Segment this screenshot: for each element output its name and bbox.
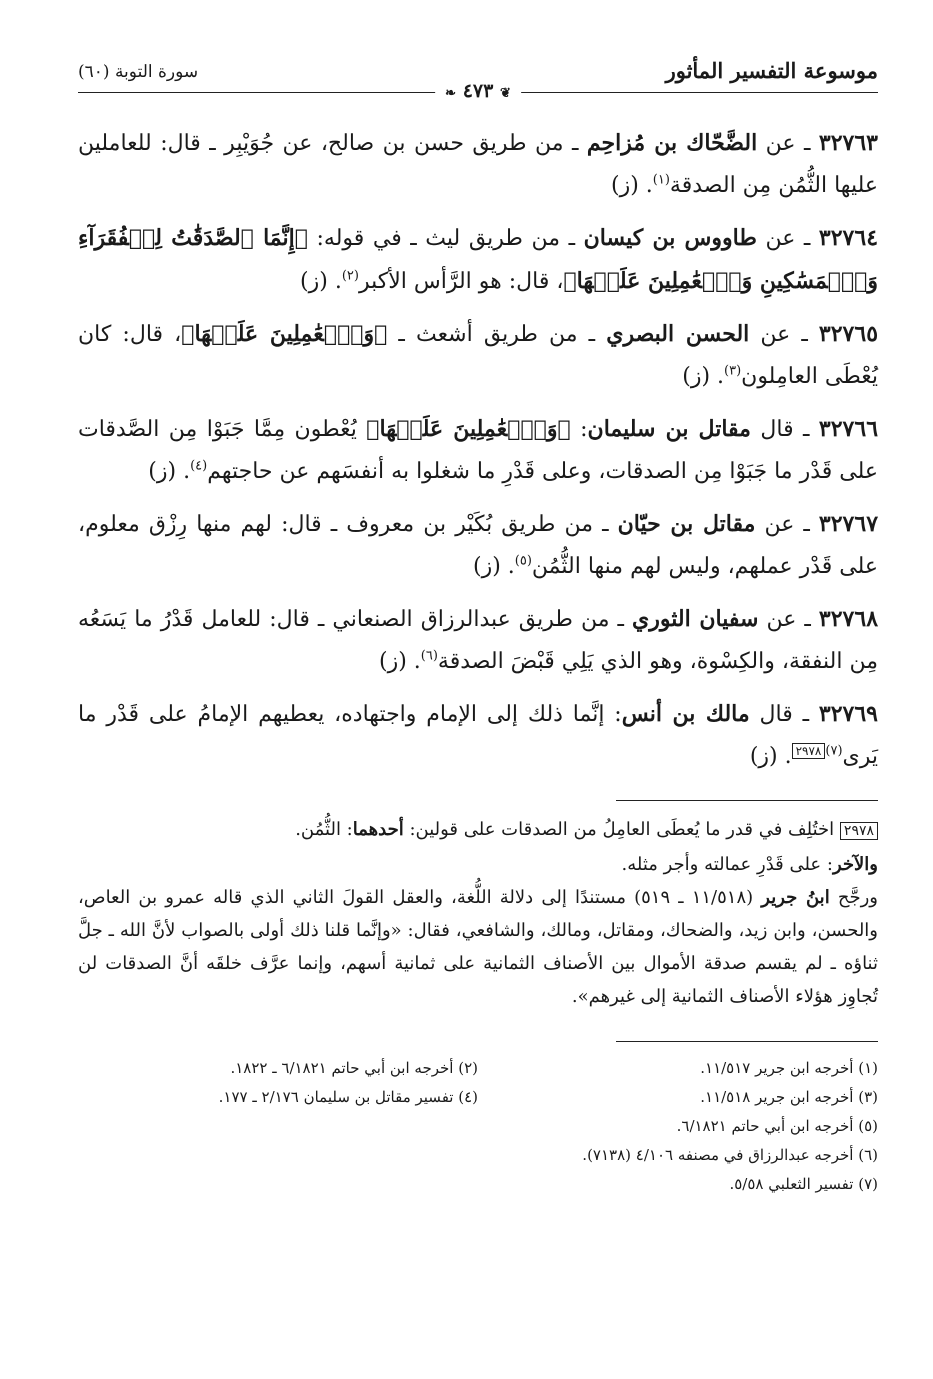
narration-entry (78, 503, 878, 588)
footnote: (٧) تفسير الثعلبي ٥/٥٨. (729, 1175, 878, 1193)
footnote: (٦) أخرجه عبدالرزاق في مصنفه ٤/١٠٦ (٧١٣٨). (582, 1146, 878, 1164)
surah-label: سورة التوبة (٦٠) (78, 62, 199, 82)
narration-entry (78, 598, 878, 683)
entry-lead: ـ عن (764, 512, 810, 537)
entry-text: ـ من طريق عبدالرزاق الصنعاني ـ قال: للعامل قَدْرُ ما يَسَعُه مِن النفقة، والكِسْوة، وهو الذي يَلِي قَبْضَ الصدقة (78, 607, 878, 674)
narrator-name: مقاتل بن سليمان (587, 416, 751, 442)
footnote: (٣) أخرجه ابن جرير ١١/٥١٨. (700, 1088, 878, 1106)
commentary-text: ورجَّح (837, 887, 878, 908)
entry-lead: ـ قال (760, 417, 810, 442)
entry-number: ٣٢٧٦٧ (818, 511, 879, 537)
entry-text: ـ من طريق حسن بن صالح، عن جُوَيْبِر ـ قال: للعاملين عليها الثُّمُن مِن الصدقة (78, 131, 878, 198)
commentary-bold: والآخر (832, 854, 878, 875)
footnote-ref[interactable]: (٢) (341, 268, 359, 284)
narrator-name: الحسن البصري (606, 321, 750, 347)
footnote-ref[interactable]: (٤) (190, 458, 208, 474)
entry-lead: ـ عن (760, 322, 808, 347)
entry-tail: . (ز) (300, 269, 342, 294)
page-number-group (435, 80, 521, 102)
ornament-right-icon: ❦ (499, 86, 511, 101)
footnote-ref[interactable]: (١) (652, 172, 670, 188)
narration-entry (78, 217, 878, 303)
entry-tail: . (ز) (472, 554, 515, 579)
footnotes-separator (616, 1041, 878, 1042)
ornament-left-icon: ❧ (445, 86, 457, 101)
footnote-ref[interactable]: (٥) (514, 553, 532, 569)
entry-text-2: ، قال: هو الرَّأس الأكبر (358, 269, 564, 294)
commentary-block (78, 813, 878, 1013)
footnotes (78, 1054, 878, 1199)
entry-tail: . (ز) (611, 173, 653, 198)
entry-text: : (580, 417, 588, 442)
entry-lead: ـ قال (759, 702, 810, 727)
commentary-text: : الثُّمُن. (295, 819, 353, 840)
footnote: (٢) أخرجه ابن أبي حاتم ٦/١٨٢١ ـ ١٨٢٢. (230, 1059, 478, 1077)
section-separator (616, 800, 878, 801)
book-title: موسوعة التفسير المأثور (665, 58, 878, 83)
commentary-text: (١١/٥١٨ ـ ٥١٩) مستندًا إلى دلالة اللُّغة، والعقل القولَ الثاني الذي قاله عمرو بن العاص، والحسن، وابن زيد، والضحاك، ومقاتل، ومالك، والشافعي، فقال: «وإنَّما قلنا ذلك أولى بالصواب لأنَّ الله ـ جلَّ ثناؤه ـ لم يقسم صدقة الأموال بين الأصناف الثمانية على ثمانية أسهم، وإنما عرَّف خلقَه أنَّ الصدقات لن تُجاوِز هؤلاء الأصناف الثمانية إلى غيرهم». (78, 887, 878, 1007)
entry-number: ٣٢٧٦٤ (818, 225, 879, 251)
entry-number: ٣٢٧٦٨ (818, 606, 879, 632)
narrator-name: طاووس بن كيسان (583, 225, 757, 251)
commentary-text: : على قَدْرِ عمالته وأجر مثله. (621, 854, 833, 875)
entry-tail: . (ز) (148, 459, 191, 484)
footnote-ref[interactable]: (٣) (724, 363, 742, 379)
entry-text: ـ من طريق بُكَيْر بن معروف ـ قال: لهم منها رِزْق معلوم، على قَدْر عملهم، وليس لهم منها الثُّمُن (78, 512, 878, 579)
entry-tail: . (ز) (379, 649, 421, 674)
commentary-ref-box[interactable]: ٢٩٧٨ (792, 743, 826, 759)
entry-number: ٣٢٧٦٥ (818, 321, 879, 347)
commentary-box-number: ٢٩٧٨ (840, 822, 878, 840)
quran-verse: ﴿إِنَّمَا ٱلصَّدَقَٰتُ لِلۡفُقَرَآءِ وَٱلۡمَسَٰكِينِ وَٱلۡعَٰمِلِينَ عَلَيۡهَا﴾ (78, 225, 878, 294)
page-number: ٤٧٣ (462, 80, 494, 102)
entry-text: : إنَّما ذلك إلى الإمام واجتهاده، يعطيهم الإمامُ على قَدْر ما يَرى (78, 702, 878, 769)
entry-text: ـ من طريق أشعث ـ (398, 322, 596, 347)
narration-entry (78, 408, 878, 493)
quran-verse: ﴿وَٱلۡعَٰمِلِينَ عَلَيۡهَا﴾ (366, 416, 571, 442)
entry-number: ٣٢٧٦٦ (818, 416, 879, 442)
commentary-text: اختُلِف في قدر ما يُعطَى العامِلُ من الصدقات على قولين: (409, 819, 835, 840)
narrator-name: سفيان الثوري (632, 606, 759, 632)
entry-tail: . (ز) (749, 744, 792, 769)
quran-verse: ﴿وَٱلۡعَٰمِلِينَ عَلَيۡهَا﴾ (181, 321, 388, 347)
footnote: (١) أخرجه ابن جرير ١١/٥١٧. (700, 1059, 878, 1077)
commentary-bold: أحدهما (352, 819, 404, 840)
entry-lead: ـ عن (765, 226, 811, 251)
footnote-ref[interactable]: (٧) (825, 743, 843, 759)
entry-text-2: يُعْطون مِمَّا جَبَوْا مِن الصَّدقات على قَدْر ما جَبَوْا مِن الصدقات، وعلى قَدْرِ ما شغلوا به أنفسَهم عن حاجتهم (78, 417, 878, 484)
entry-lead: ـ عن (766, 607, 811, 632)
narration-entry (78, 122, 878, 207)
entry-text-2: ، قال: كان يُعْطَى العامِلون (78, 322, 878, 389)
entry-tail: . (ز) (682, 364, 725, 389)
footnote: (٤) تفسير مقاتل بن سليمان ٢/١٧٦ ـ ١٧٧. (218, 1088, 478, 1106)
entry-text: ـ من طريق ليث ـ في قوله: (316, 226, 576, 251)
narrator-name: مقاتل بن حيّان (617, 511, 756, 537)
page (78, 56, 878, 1356)
narrator-name: الضَّحّاك بن مُزاحِم (586, 130, 758, 156)
entry-number: ٣٢٧٦٩ (818, 701, 878, 727)
narration-entry (78, 313, 878, 398)
narrator-name: مالك بن أنس (621, 701, 750, 727)
narration-entry (78, 693, 878, 778)
commentary-bold: ابنُ جرير (761, 887, 830, 908)
entry-lead: ـ عن (765, 131, 811, 156)
footnote: (٥) أخرجه ابن أبي حاتم ٦/١٨٢١. (676, 1117, 878, 1135)
footnote-ref[interactable]: (٦) (420, 648, 438, 664)
page-header (78, 56, 878, 102)
entry-number: ٣٢٧٦٣ (818, 130, 878, 156)
